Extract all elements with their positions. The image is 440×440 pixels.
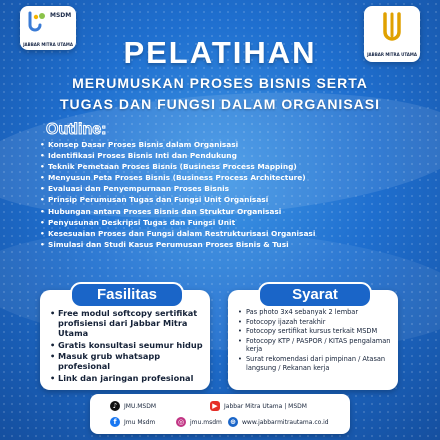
outline-heading: Outline:	[46, 121, 107, 138]
outline-list	[40, 139, 420, 250]
syarat-item: • Fotocopy sertifikat kursus terkait MSDM	[238, 327, 378, 336]
fasilitas-item: • Masuk grub whatsapp profesional	[50, 351, 161, 371]
outline-item: • Hubungan antara Proses Bisnis dan Struktur Organisasi	[40, 206, 282, 216]
bullet-icon: •	[50, 372, 56, 383]
globe-icon: ⊕	[228, 417, 238, 427]
logo-caption: JABBAR MITRA UTAMA	[367, 52, 417, 57]
outline-item: • Kesesuaian Proses dan Fungsi dalam Restrukturisasi Organisasi	[40, 228, 316, 238]
youtube-channel: Jabbar Mitra Utama | MSDM	[224, 402, 307, 410]
bullet-icon: •	[50, 351, 56, 361]
poster-title: PELATIHAN	[123, 35, 317, 70]
instagram-icon: ◎	[177, 418, 185, 426]
outline-item: • Teknik Pemetaan Proses Bisnis (Business Process Mapping)	[40, 162, 297, 172]
syarat-label: Syarat	[258, 282, 372, 308]
tiktok-icon: ♪	[110, 401, 120, 411]
instagram-handle: jmu.msdm	[190, 418, 222, 426]
bullet-icon: •	[40, 239, 45, 249]
website-url: www.jabbarmitrautama.co.id	[242, 418, 329, 426]
bullet-icon: •	[238, 354, 242, 363]
outline-item: • Konsep Dasar Proses Bisnis dalam Organisasi	[40, 140, 239, 149]
outline-item: • Menyusun Peta Proses Bisnis (Business Process Architecture)	[40, 173, 306, 183]
logo-brand-text: MSDM	[50, 12, 72, 19]
fasilitas-item: • Free modul softcopy sertifikat profisiensi dari Jabbar Mitra Utama	[50, 308, 198, 338]
outline-item: • Prinsip Perumusan Tugas dan Fungsi Unit Organisasi	[40, 195, 269, 205]
bullet-icon: •	[40, 173, 45, 183]
jmu-logo-icon	[26, 11, 48, 35]
syarat-item: • Fotocopy KTP / PASPOR / KITAS pengalaman kerja	[238, 336, 391, 354]
bullet-icon: •	[50, 339, 56, 350]
contact-footer	[90, 394, 350, 434]
bullet-icon: •	[50, 308, 56, 318]
bullet-icon: •	[40, 151, 45, 161]
poster-subtitle-line-1: MERUMUSKAN PROSES BISNIS SERTA	[72, 75, 368, 91]
syarat-list	[238, 308, 392, 373]
bullet-icon: •	[40, 184, 45, 194]
syarat-item: • Fotocopy ijazah terakhir	[238, 317, 326, 326]
bullet-icon: •	[238, 317, 242, 326]
bullet-icon: •	[40, 228, 45, 238]
syarat-item: • Pas photo 3x4 sebanyak 2 lembar	[238, 308, 359, 316]
website-contact[interactable]	[228, 417, 329, 427]
outline-item: • Simulasi dan Studi Kasus Perumusan Proses Bisnis & Tusi	[40, 239, 289, 249]
tiktok-contact[interactable]	[110, 401, 156, 411]
facebook-name: Jmu Msdm	[124, 418, 156, 426]
bullet-icon: •	[40, 217, 45, 227]
tiktok-handle: JMU.MSDM	[124, 402, 157, 410]
facebook-icon: f	[110, 417, 120, 427]
outline-item: • Penyusunan Deskripsi Tugas dan Fungsi Unit	[40, 217, 236, 227]
fasilitas-item: • Gratis konsultasi seumur hidup	[50, 339, 203, 350]
bullet-icon: •	[40, 206, 45, 216]
bullet-icon: •	[40, 162, 45, 172]
outline-item: • Identifikasi Proses Bisnis Inti dan Pendukung	[40, 151, 237, 161]
youtube-icon: ▶	[210, 401, 220, 411]
fasilitas-label: Fasilitas	[70, 282, 184, 308]
facebook-contact[interactable]	[110, 417, 155, 427]
fasilitas-list	[50, 308, 204, 384]
syarat-item: • Surat rekomendasi dari pimpinan / Atasan langsung / Rekanan kerja	[238, 354, 386, 372]
bullet-icon: •	[40, 140, 45, 149]
youtube-contact[interactable]	[210, 401, 307, 411]
bullet-icon: •	[238, 308, 242, 316]
bullet-icon: •	[238, 336, 242, 345]
bullet-icon: •	[238, 327, 242, 336]
instagram-contact[interactable]	[176, 417, 222, 427]
bullet-icon: •	[40, 195, 45, 205]
logo-caption: JABBAR MITRA UTAMA	[23, 42, 73, 47]
poster-subtitle-line-2: TUGAS DAN FUNGSI DALAM ORGANISASI	[60, 96, 380, 112]
outline-item: • Evaluasi dan Penyempurnaan Proses Bisnis	[40, 184, 230, 194]
fasilitas-item: • Link dan jaringan profesional	[50, 372, 194, 383]
